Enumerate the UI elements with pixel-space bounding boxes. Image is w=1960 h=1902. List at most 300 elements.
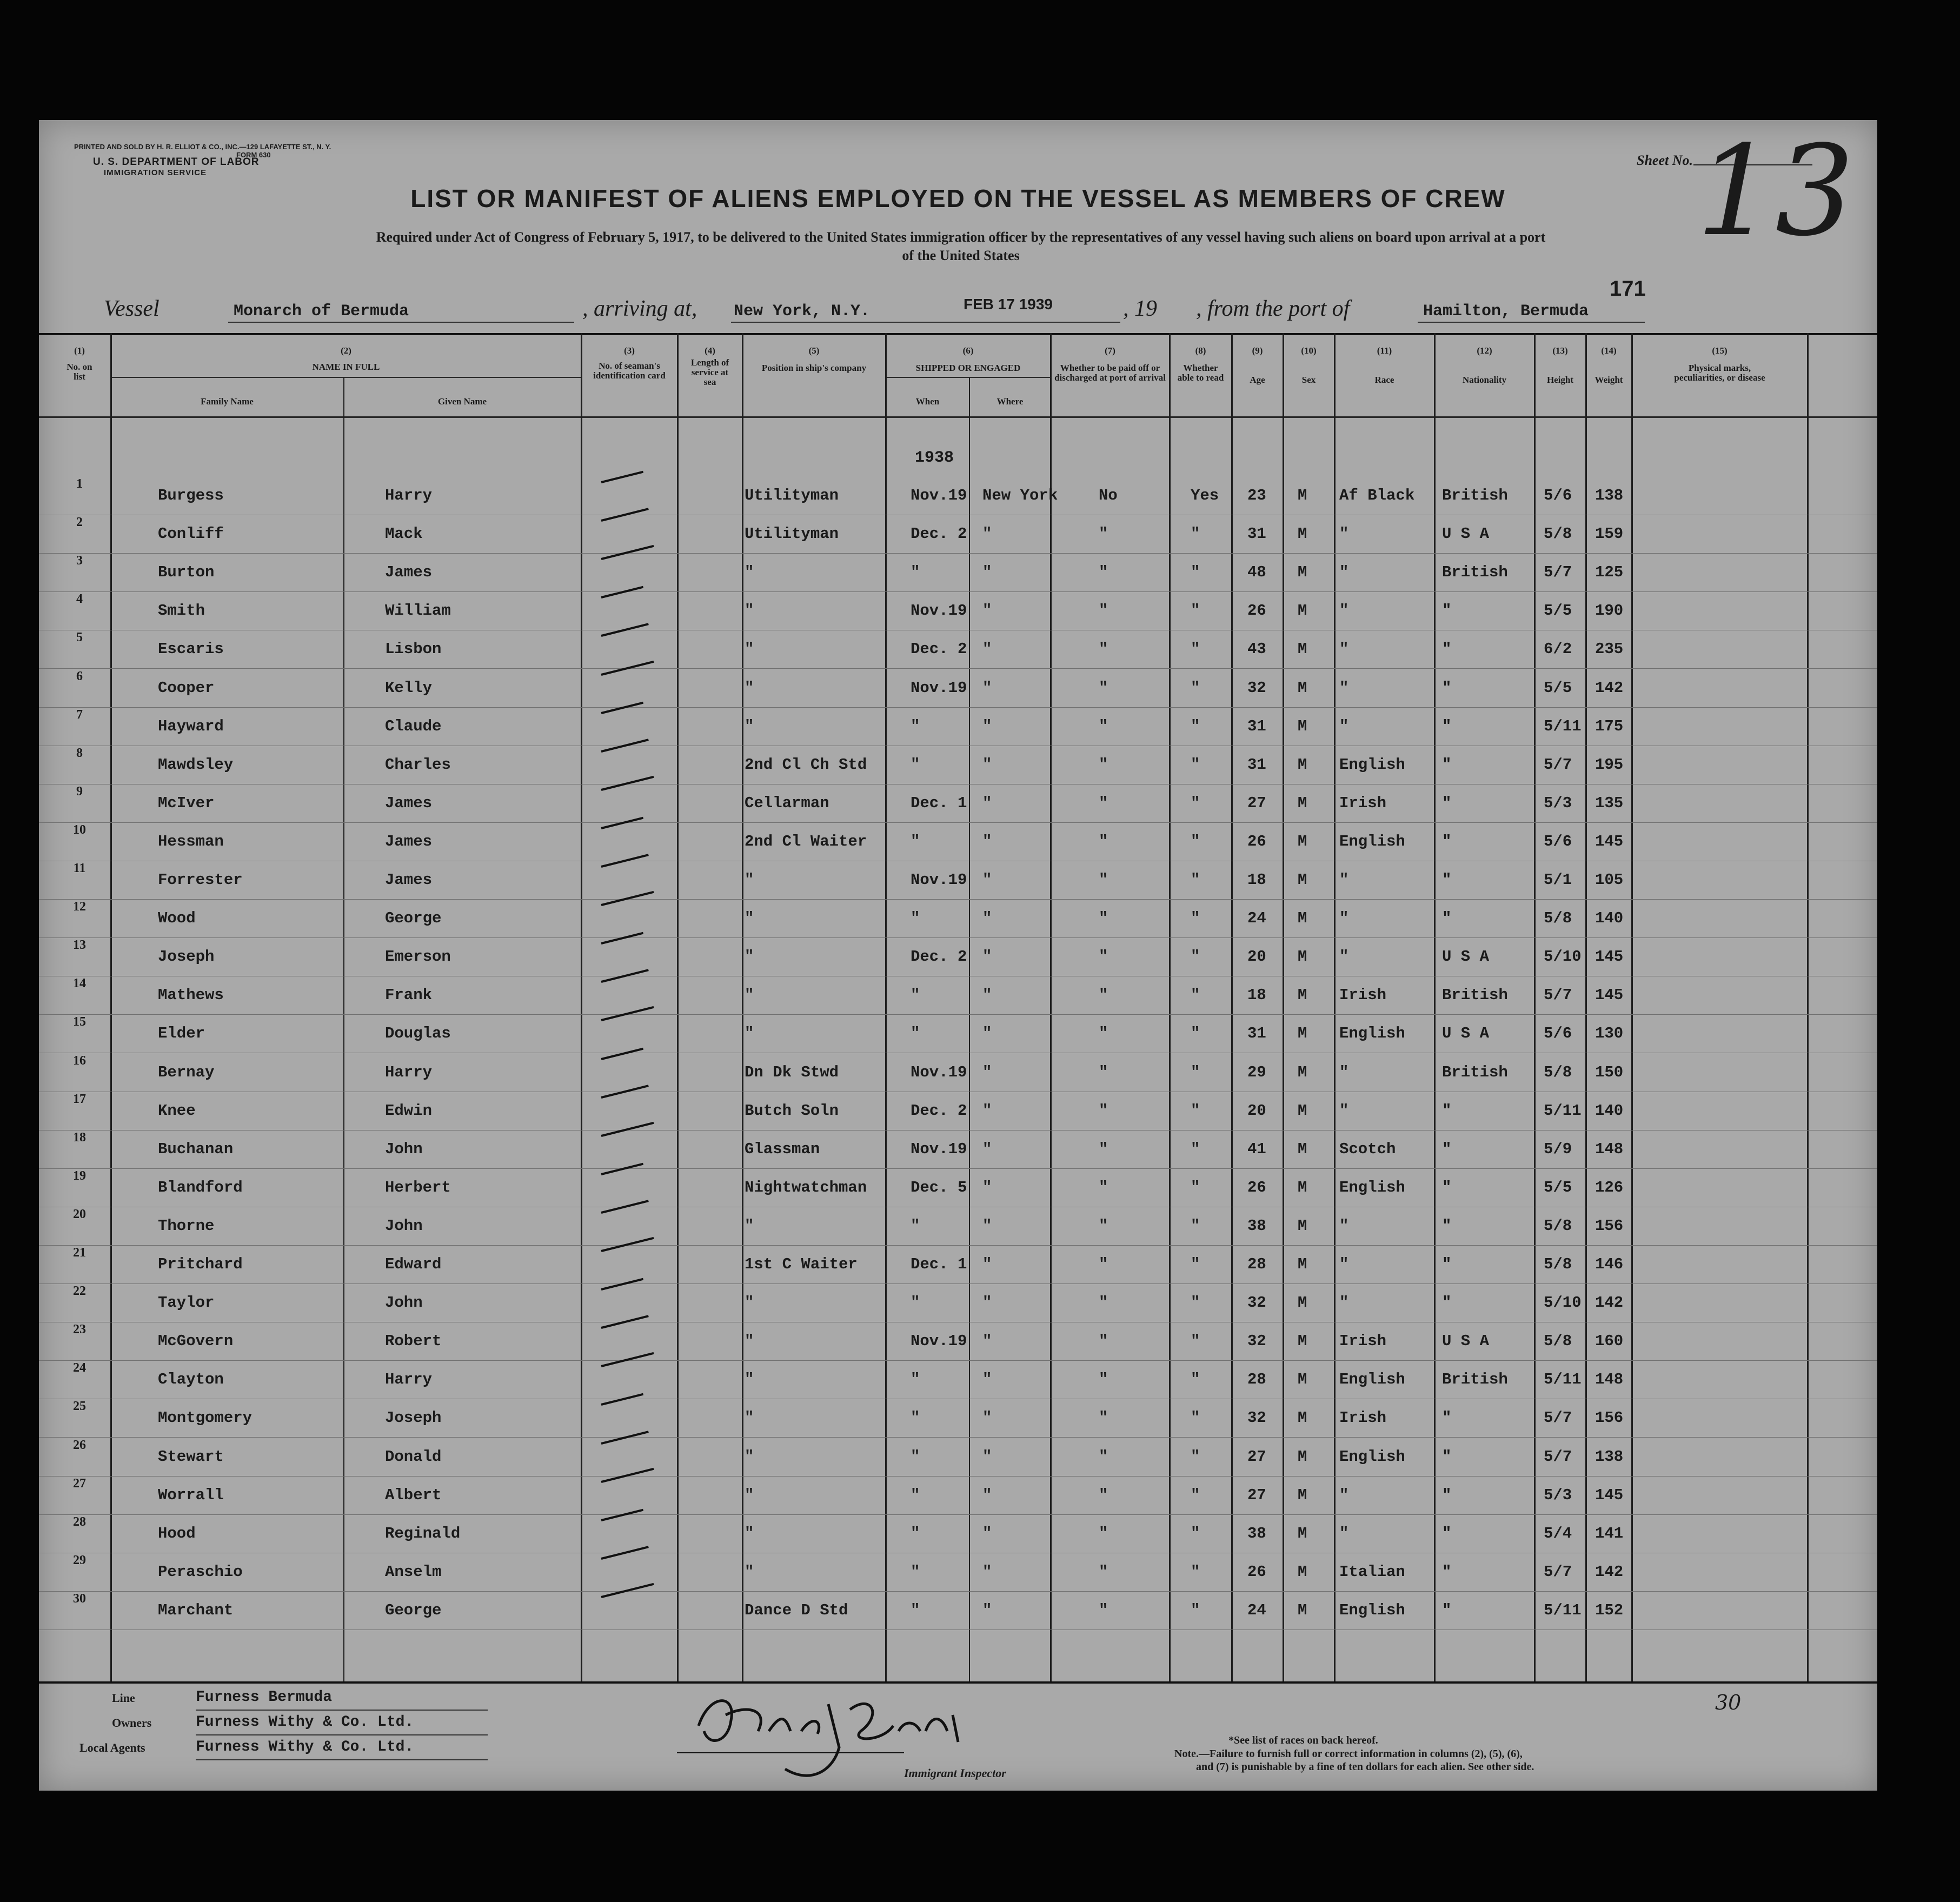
row-number: 10 bbox=[73, 822, 86, 837]
cell-weight: 146 bbox=[1595, 1255, 1624, 1273]
name-sub-rule bbox=[111, 377, 581, 378]
cell-age: 24 bbox=[1247, 909, 1266, 928]
cell-nationality: " bbox=[1442, 1601, 1452, 1619]
cell-race: Irish bbox=[1339, 794, 1387, 812]
row-number: 27 bbox=[73, 1476, 86, 1491]
row-number: 11 bbox=[73, 861, 86, 875]
cell-age: 41 bbox=[1247, 1140, 1266, 1158]
cell-paid: " bbox=[1099, 640, 1108, 659]
cell-weight: 142 bbox=[1595, 679, 1624, 697]
cell-race: " bbox=[1339, 1101, 1349, 1120]
cell-family: Montgomery bbox=[158, 1409, 253, 1427]
cell-position: 2nd Cl Ch Std bbox=[745, 755, 867, 774]
header-col-8 bbox=[1170, 346, 1231, 383]
cell-position: " bbox=[745, 1409, 754, 1427]
fill-line bbox=[196, 1734, 488, 1735]
cell-given: Claude bbox=[385, 717, 442, 735]
cell-given: Lisbon bbox=[385, 640, 442, 659]
table-row bbox=[39, 1207, 1877, 1246]
header-col-9 bbox=[1232, 346, 1283, 385]
note-line: and (7) is punishable by a fine of ten dollars for each alien. See other side. bbox=[1196, 1761, 1534, 1773]
cell-age: 18 bbox=[1247, 986, 1266, 1005]
cell-where: " bbox=[982, 986, 992, 1005]
cell-nationality: " bbox=[1442, 1562, 1452, 1581]
header-col-15 bbox=[1632, 346, 1807, 383]
cell-when: Nov.19 bbox=[911, 1063, 967, 1081]
cell-given: John bbox=[385, 1216, 423, 1235]
cell-family: Marchant bbox=[158, 1601, 234, 1619]
cell-family: Mawdsley bbox=[158, 755, 234, 774]
cell-nationality: British bbox=[1442, 563, 1508, 582]
cell-paid: " bbox=[1099, 986, 1108, 1005]
owners-label: Owners bbox=[112, 1716, 152, 1730]
cell-where: " bbox=[982, 794, 992, 812]
cell-family: Stewart bbox=[158, 1447, 224, 1466]
cell-weight: 145 bbox=[1595, 948, 1624, 966]
cell-family: Burgess bbox=[158, 487, 224, 504]
cell-when: Nov.19 bbox=[911, 679, 967, 697]
cell-family: Taylor bbox=[158, 1294, 215, 1312]
row-number: 29 bbox=[73, 1553, 86, 1567]
col-number: (14) bbox=[1601, 345, 1617, 356]
cell-family: Joseph bbox=[158, 948, 215, 966]
cell-race: English bbox=[1339, 1178, 1405, 1196]
col-label: Sex bbox=[1301, 375, 1316, 385]
header-col-1 bbox=[50, 346, 109, 382]
cell-height: 5/8 bbox=[1544, 525, 1572, 543]
cell-paid: " bbox=[1099, 909, 1108, 928]
cell-paid: " bbox=[1099, 1371, 1108, 1389]
header-col-12 bbox=[1435, 346, 1534, 385]
row-number: 21 bbox=[73, 1246, 86, 1260]
cell-position: Butch Soln bbox=[745, 1101, 839, 1120]
year-label: , 19 bbox=[1123, 296, 1157, 321]
cell-read: " bbox=[1191, 1486, 1200, 1504]
cell-race: " bbox=[1339, 525, 1349, 543]
arrival-date-stamp: FEB 17 1939 bbox=[964, 296, 1053, 312]
from-port-label: , from the port of bbox=[1196, 296, 1350, 321]
cell-height: 5/10 bbox=[1544, 948, 1582, 966]
cell-position: " bbox=[745, 1332, 754, 1351]
cell-age: 28 bbox=[1247, 1255, 1266, 1273]
table-row bbox=[39, 1592, 1877, 1630]
table-top-rule bbox=[39, 333, 1877, 335]
cell-age: 18 bbox=[1247, 871, 1266, 889]
cell-nationality: " bbox=[1442, 1140, 1452, 1158]
cell-sex: M bbox=[1298, 755, 1307, 774]
header-col-10 bbox=[1284, 346, 1334, 385]
cell-race: English bbox=[1339, 1447, 1405, 1466]
cell-position: Dance D Std bbox=[745, 1601, 848, 1619]
cell-paid: " bbox=[1099, 563, 1108, 582]
cell-family: Pritchard bbox=[158, 1255, 243, 1273]
cell-when: " bbox=[911, 1216, 920, 1235]
col-label: Position in ship's company bbox=[761, 363, 867, 373]
cell-position: " bbox=[745, 602, 754, 620]
cell-where: " bbox=[982, 1063, 992, 1081]
check-mark bbox=[601, 471, 644, 483]
header-where: Where bbox=[996, 396, 1024, 407]
cell-paid: " bbox=[1099, 1216, 1108, 1235]
cell-sex: M bbox=[1298, 832, 1307, 850]
row-number: 3 bbox=[76, 554, 83, 568]
cell-where: " bbox=[982, 640, 992, 659]
row-number: 13 bbox=[73, 938, 86, 953]
agents-value: Furness Withy & Co. Ltd. bbox=[196, 1739, 414, 1755]
cell-weight: 138 bbox=[1595, 487, 1624, 504]
col-number: (4) bbox=[705, 345, 715, 356]
row-number: 9 bbox=[76, 784, 83, 799]
cell-weight: 145 bbox=[1595, 832, 1624, 850]
cell-position: " bbox=[745, 909, 754, 928]
agents-label: Local Agents bbox=[79, 1741, 145, 1754]
cell-height: 5/3 bbox=[1544, 1486, 1572, 1504]
cell-family: Hood bbox=[158, 1524, 196, 1542]
cell-family: Peraschio bbox=[158, 1562, 243, 1581]
cell-sex: M bbox=[1298, 1409, 1307, 1427]
cell-family: McGovern bbox=[158, 1332, 234, 1351]
cell-nationality: " bbox=[1442, 1255, 1452, 1273]
cell-weight: 148 bbox=[1595, 1140, 1624, 1158]
fill-line bbox=[196, 1710, 488, 1711]
cell-nationality: " bbox=[1442, 832, 1452, 850]
row-number: 22 bbox=[73, 1284, 86, 1299]
cell-given: James bbox=[385, 871, 433, 889]
inspector-label: Immigrant Inspector bbox=[904, 1766, 1006, 1780]
cell-paid: " bbox=[1099, 755, 1108, 774]
row-number: 2 bbox=[76, 515, 83, 530]
cell-when: " bbox=[911, 1409, 920, 1427]
cell-when: Nov.19 bbox=[911, 487, 967, 504]
cell-height: 5/5 bbox=[1544, 679, 1572, 697]
table-row bbox=[39, 1246, 1877, 1284]
col-label: Nationality bbox=[1462, 375, 1507, 385]
cell-where: " bbox=[982, 1447, 992, 1466]
row-number: 26 bbox=[73, 1438, 86, 1452]
cell-sex: M bbox=[1298, 717, 1307, 735]
cell-weight: 156 bbox=[1595, 1409, 1624, 1427]
cell-read: " bbox=[1191, 794, 1200, 812]
row-number: 14 bbox=[73, 976, 86, 991]
cell-position: 2nd Cl Waiter bbox=[745, 832, 867, 850]
cell-position: " bbox=[745, 1486, 754, 1504]
cell-age: 31 bbox=[1247, 717, 1266, 735]
cell-paid: " bbox=[1099, 525, 1108, 543]
cell-family: McIver bbox=[158, 794, 215, 812]
cell-weight: 135 bbox=[1595, 794, 1624, 812]
cell-given: George bbox=[385, 909, 442, 928]
cell-position: Glassman bbox=[745, 1140, 820, 1158]
cell-sex: M bbox=[1298, 1255, 1307, 1273]
col-label: Physical marks, peculiarities, or disease bbox=[1674, 363, 1765, 383]
cell-sex: M bbox=[1298, 1025, 1307, 1043]
cell-family: Escaris bbox=[158, 640, 224, 659]
cell-race: " bbox=[1339, 717, 1349, 735]
cell-when: " bbox=[911, 909, 920, 928]
col-number: (13) bbox=[1552, 345, 1568, 356]
cell-given: Albert bbox=[385, 1486, 442, 1504]
cell-nationality: " bbox=[1442, 717, 1452, 735]
cell-race: " bbox=[1339, 602, 1349, 620]
cell-position: " bbox=[745, 563, 754, 582]
cell-sex: M bbox=[1298, 1601, 1307, 1619]
cell-nationality: U S A bbox=[1442, 525, 1490, 543]
cell-nationality: " bbox=[1442, 1178, 1452, 1196]
cell-given: Charles bbox=[385, 755, 451, 774]
cell-family: Smith bbox=[158, 602, 205, 620]
cell-paid: " bbox=[1099, 1447, 1108, 1466]
cell-read: " bbox=[1191, 1216, 1200, 1235]
cell-position: " bbox=[745, 948, 754, 966]
line-value: Furness Bermuda bbox=[196, 1689, 333, 1706]
cell-position: " bbox=[745, 1294, 754, 1312]
cell-read: Yes bbox=[1191, 487, 1219, 504]
cell-weight: 156 bbox=[1595, 1216, 1624, 1235]
cell-where: " bbox=[982, 1486, 992, 1504]
cell-sex: M bbox=[1298, 794, 1307, 812]
cell-where: " bbox=[982, 1524, 992, 1542]
cell-family: Thorne bbox=[158, 1216, 215, 1235]
cell-when: " bbox=[911, 1294, 920, 1312]
cell-read: " bbox=[1191, 1332, 1200, 1351]
cell-nationality: " bbox=[1442, 794, 1452, 812]
cell-race: " bbox=[1339, 1294, 1349, 1312]
table-row bbox=[39, 1054, 1877, 1092]
cell-sex: M bbox=[1298, 871, 1307, 889]
cell-weight: 145 bbox=[1595, 1486, 1624, 1504]
cell-age: 43 bbox=[1247, 640, 1266, 659]
cell-race: Italian bbox=[1339, 1562, 1405, 1581]
cell-where: " bbox=[982, 1140, 992, 1158]
cell-race: " bbox=[1339, 640, 1349, 659]
cell-sex: M bbox=[1298, 563, 1307, 582]
cell-age: 23 bbox=[1247, 487, 1266, 504]
cell-read: " bbox=[1191, 679, 1200, 697]
shipped-sub-rule bbox=[885, 377, 1050, 378]
cell-sex: M bbox=[1298, 1371, 1307, 1389]
cell-sex: M bbox=[1298, 602, 1307, 620]
cell-race: English bbox=[1339, 755, 1405, 774]
cell-weight: 126 bbox=[1595, 1178, 1624, 1196]
row-number: 5 bbox=[76, 630, 83, 645]
sheet-no-label: Sheet No. bbox=[1637, 152, 1693, 168]
col-label: Weight bbox=[1594, 375, 1623, 385]
cell-age: 20 bbox=[1247, 1101, 1266, 1120]
cell-read: " bbox=[1191, 909, 1200, 928]
table-row bbox=[39, 976, 1877, 1015]
table-row bbox=[39, 1322, 1877, 1361]
cell-when: " bbox=[911, 1371, 920, 1389]
cell-paid: " bbox=[1099, 1101, 1108, 1120]
form-number: FORM 630 bbox=[236, 151, 271, 159]
cell-family: Forrester bbox=[158, 871, 243, 889]
cell-age: 28 bbox=[1247, 1371, 1266, 1389]
subtitle bbox=[136, 228, 1785, 265]
subtitle-line: of the United States bbox=[902, 248, 1020, 263]
cell-read: " bbox=[1191, 640, 1200, 659]
owners-value: Furness Withy & Co. Ltd. bbox=[196, 1714, 414, 1731]
cell-when: Dec. 1 bbox=[911, 1255, 967, 1273]
cell-family: Hessman bbox=[158, 832, 224, 850]
cell-age: 27 bbox=[1247, 1486, 1266, 1504]
cell-given: Joseph bbox=[385, 1409, 442, 1427]
cell-height: 5/11 bbox=[1544, 1601, 1582, 1619]
cell-sex: M bbox=[1298, 640, 1307, 659]
cell-given: Frank bbox=[385, 986, 433, 1005]
cell-race: English bbox=[1339, 1601, 1405, 1619]
cell-when: " bbox=[911, 755, 920, 774]
cell-sex: M bbox=[1298, 1524, 1307, 1542]
cell-when: " bbox=[911, 1524, 920, 1542]
cell-paid: " bbox=[1099, 832, 1108, 850]
table-row bbox=[39, 784, 1877, 823]
col-number: (2) bbox=[341, 345, 351, 356]
cell-weight: 190 bbox=[1595, 602, 1624, 620]
cell-weight: 140 bbox=[1595, 1101, 1624, 1120]
cell-sex: M bbox=[1298, 525, 1307, 543]
table-row bbox=[39, 1169, 1877, 1207]
cell-position: Nightwatchman bbox=[745, 1178, 867, 1196]
cell-position: Utilityman bbox=[745, 525, 839, 543]
cell-age: 26 bbox=[1247, 1178, 1266, 1196]
cell-sex: M bbox=[1298, 1332, 1307, 1351]
cell-where: " bbox=[982, 563, 992, 582]
cell-nationality: " bbox=[1442, 1486, 1452, 1504]
cell-paid: " bbox=[1099, 1486, 1108, 1504]
cell-read: " bbox=[1191, 832, 1200, 850]
cell-where: " bbox=[982, 1562, 992, 1581]
col-number: (12) bbox=[1477, 345, 1492, 356]
cell-age: 32 bbox=[1247, 679, 1266, 697]
cell-sex: M bbox=[1298, 1294, 1307, 1312]
cell-nationality: " bbox=[1442, 755, 1452, 774]
cell-given: Reginald bbox=[385, 1524, 461, 1542]
table-row bbox=[39, 554, 1877, 592]
cell-height: 5/4 bbox=[1544, 1524, 1572, 1542]
cell-weight: 148 bbox=[1595, 1371, 1624, 1389]
cell-position: " bbox=[745, 679, 754, 697]
cell-when: " bbox=[911, 1562, 920, 1581]
cell-weight: 125 bbox=[1595, 563, 1624, 582]
cell-age: 32 bbox=[1247, 1332, 1266, 1351]
cell-height: 5/11 bbox=[1544, 717, 1582, 735]
cell-when: Dec. 2 bbox=[911, 948, 967, 966]
cell-given: Harry bbox=[385, 1371, 433, 1389]
fill-line bbox=[1418, 322, 1645, 323]
cell-height: 5/3 bbox=[1544, 794, 1572, 812]
cell-sex: M bbox=[1298, 1178, 1307, 1196]
cell-position: 1st C Waiter bbox=[745, 1255, 858, 1273]
cell-race: Af Black bbox=[1339, 487, 1415, 504]
cell-read: " bbox=[1191, 948, 1200, 966]
col-number: (1) bbox=[74, 345, 85, 356]
manifest-sheet bbox=[39, 120, 1877, 1791]
cell-where: " bbox=[982, 679, 992, 697]
cell-age: 26 bbox=[1247, 1562, 1266, 1581]
cell-read: " bbox=[1191, 986, 1200, 1005]
cell-nationality: " bbox=[1442, 871, 1452, 889]
cell-nationality: " bbox=[1442, 1524, 1452, 1542]
header-col-2 bbox=[111, 346, 581, 372]
cell-height: 5/10 bbox=[1544, 1294, 1582, 1312]
table-row bbox=[39, 1130, 1877, 1169]
cell-when: " bbox=[911, 1486, 920, 1504]
table-row bbox=[39, 515, 1877, 554]
cell-paid: " bbox=[1099, 1562, 1108, 1581]
cell-weight: 105 bbox=[1595, 871, 1624, 889]
cell-when: Dec. 2 bbox=[911, 525, 967, 543]
department-block bbox=[93, 157, 260, 178]
cell-family: Knee bbox=[158, 1101, 196, 1120]
row-number: 18 bbox=[73, 1130, 86, 1145]
cell-age: 20 bbox=[1247, 948, 1266, 966]
from-port: Hamilton, Bermuda bbox=[1423, 302, 1589, 321]
vessel-label: Vessel bbox=[104, 296, 160, 321]
cell-position: Dn Dk Stwd bbox=[745, 1063, 839, 1081]
cell-when: " bbox=[911, 1447, 920, 1466]
cell-given: Edward bbox=[385, 1255, 442, 1273]
cell-paid: " bbox=[1099, 602, 1108, 620]
cell-family: Hayward bbox=[158, 717, 224, 735]
row-number: 6 bbox=[76, 669, 83, 683]
cell-weight: 142 bbox=[1595, 1294, 1624, 1312]
cell-where: " bbox=[982, 1025, 992, 1043]
table-row bbox=[39, 669, 1877, 708]
header-family-name: Family Name bbox=[201, 396, 254, 407]
cell-height: 5/7 bbox=[1544, 1409, 1572, 1427]
cell-height: 5/1 bbox=[1544, 871, 1572, 889]
table-row bbox=[39, 1361, 1877, 1399]
cell-where: " bbox=[982, 1601, 992, 1619]
cell-nationality: U S A bbox=[1442, 1332, 1490, 1351]
year-note: 1938 bbox=[915, 449, 954, 467]
header-col-13 bbox=[1535, 346, 1585, 385]
cell-position: " bbox=[745, 1447, 754, 1466]
cell-where: " bbox=[982, 1101, 992, 1120]
table-row bbox=[39, 592, 1877, 630]
cell-height: 5/5 bbox=[1544, 1178, 1572, 1196]
cell-nationality: " bbox=[1442, 640, 1452, 659]
cell-weight: 141 bbox=[1595, 1524, 1624, 1542]
row-number: 30 bbox=[73, 1591, 86, 1606]
cell-given: James bbox=[385, 563, 433, 582]
cell-height: 5/6 bbox=[1544, 1025, 1572, 1043]
cell-weight: 142 bbox=[1595, 1562, 1624, 1581]
cell-where: " bbox=[982, 1216, 992, 1235]
cell-nationality: " bbox=[1442, 909, 1452, 928]
table-row bbox=[39, 1477, 1877, 1515]
line-label: Line bbox=[112, 1691, 135, 1705]
cell-height: 5/7 bbox=[1544, 755, 1572, 774]
table-row bbox=[39, 938, 1877, 976]
table-row bbox=[39, 746, 1877, 784]
cell-race: Scotch bbox=[1339, 1140, 1396, 1158]
row-number: 7 bbox=[76, 707, 83, 722]
cell-read: " bbox=[1191, 1025, 1200, 1043]
cell-when: Nov.19 bbox=[911, 602, 967, 620]
cell-where: " bbox=[982, 909, 992, 928]
cell-sex: M bbox=[1298, 1486, 1307, 1504]
cell-race: " bbox=[1339, 679, 1349, 697]
header-given-name: Given Name bbox=[437, 396, 487, 407]
cell-race: " bbox=[1339, 909, 1349, 928]
cell-position: " bbox=[745, 1216, 754, 1235]
table-row bbox=[39, 708, 1877, 746]
cell-given: George bbox=[385, 1601, 442, 1619]
cell-given: Herbert bbox=[385, 1178, 451, 1196]
cell-position: " bbox=[745, 1524, 754, 1542]
cell-sex: M bbox=[1298, 1562, 1307, 1581]
